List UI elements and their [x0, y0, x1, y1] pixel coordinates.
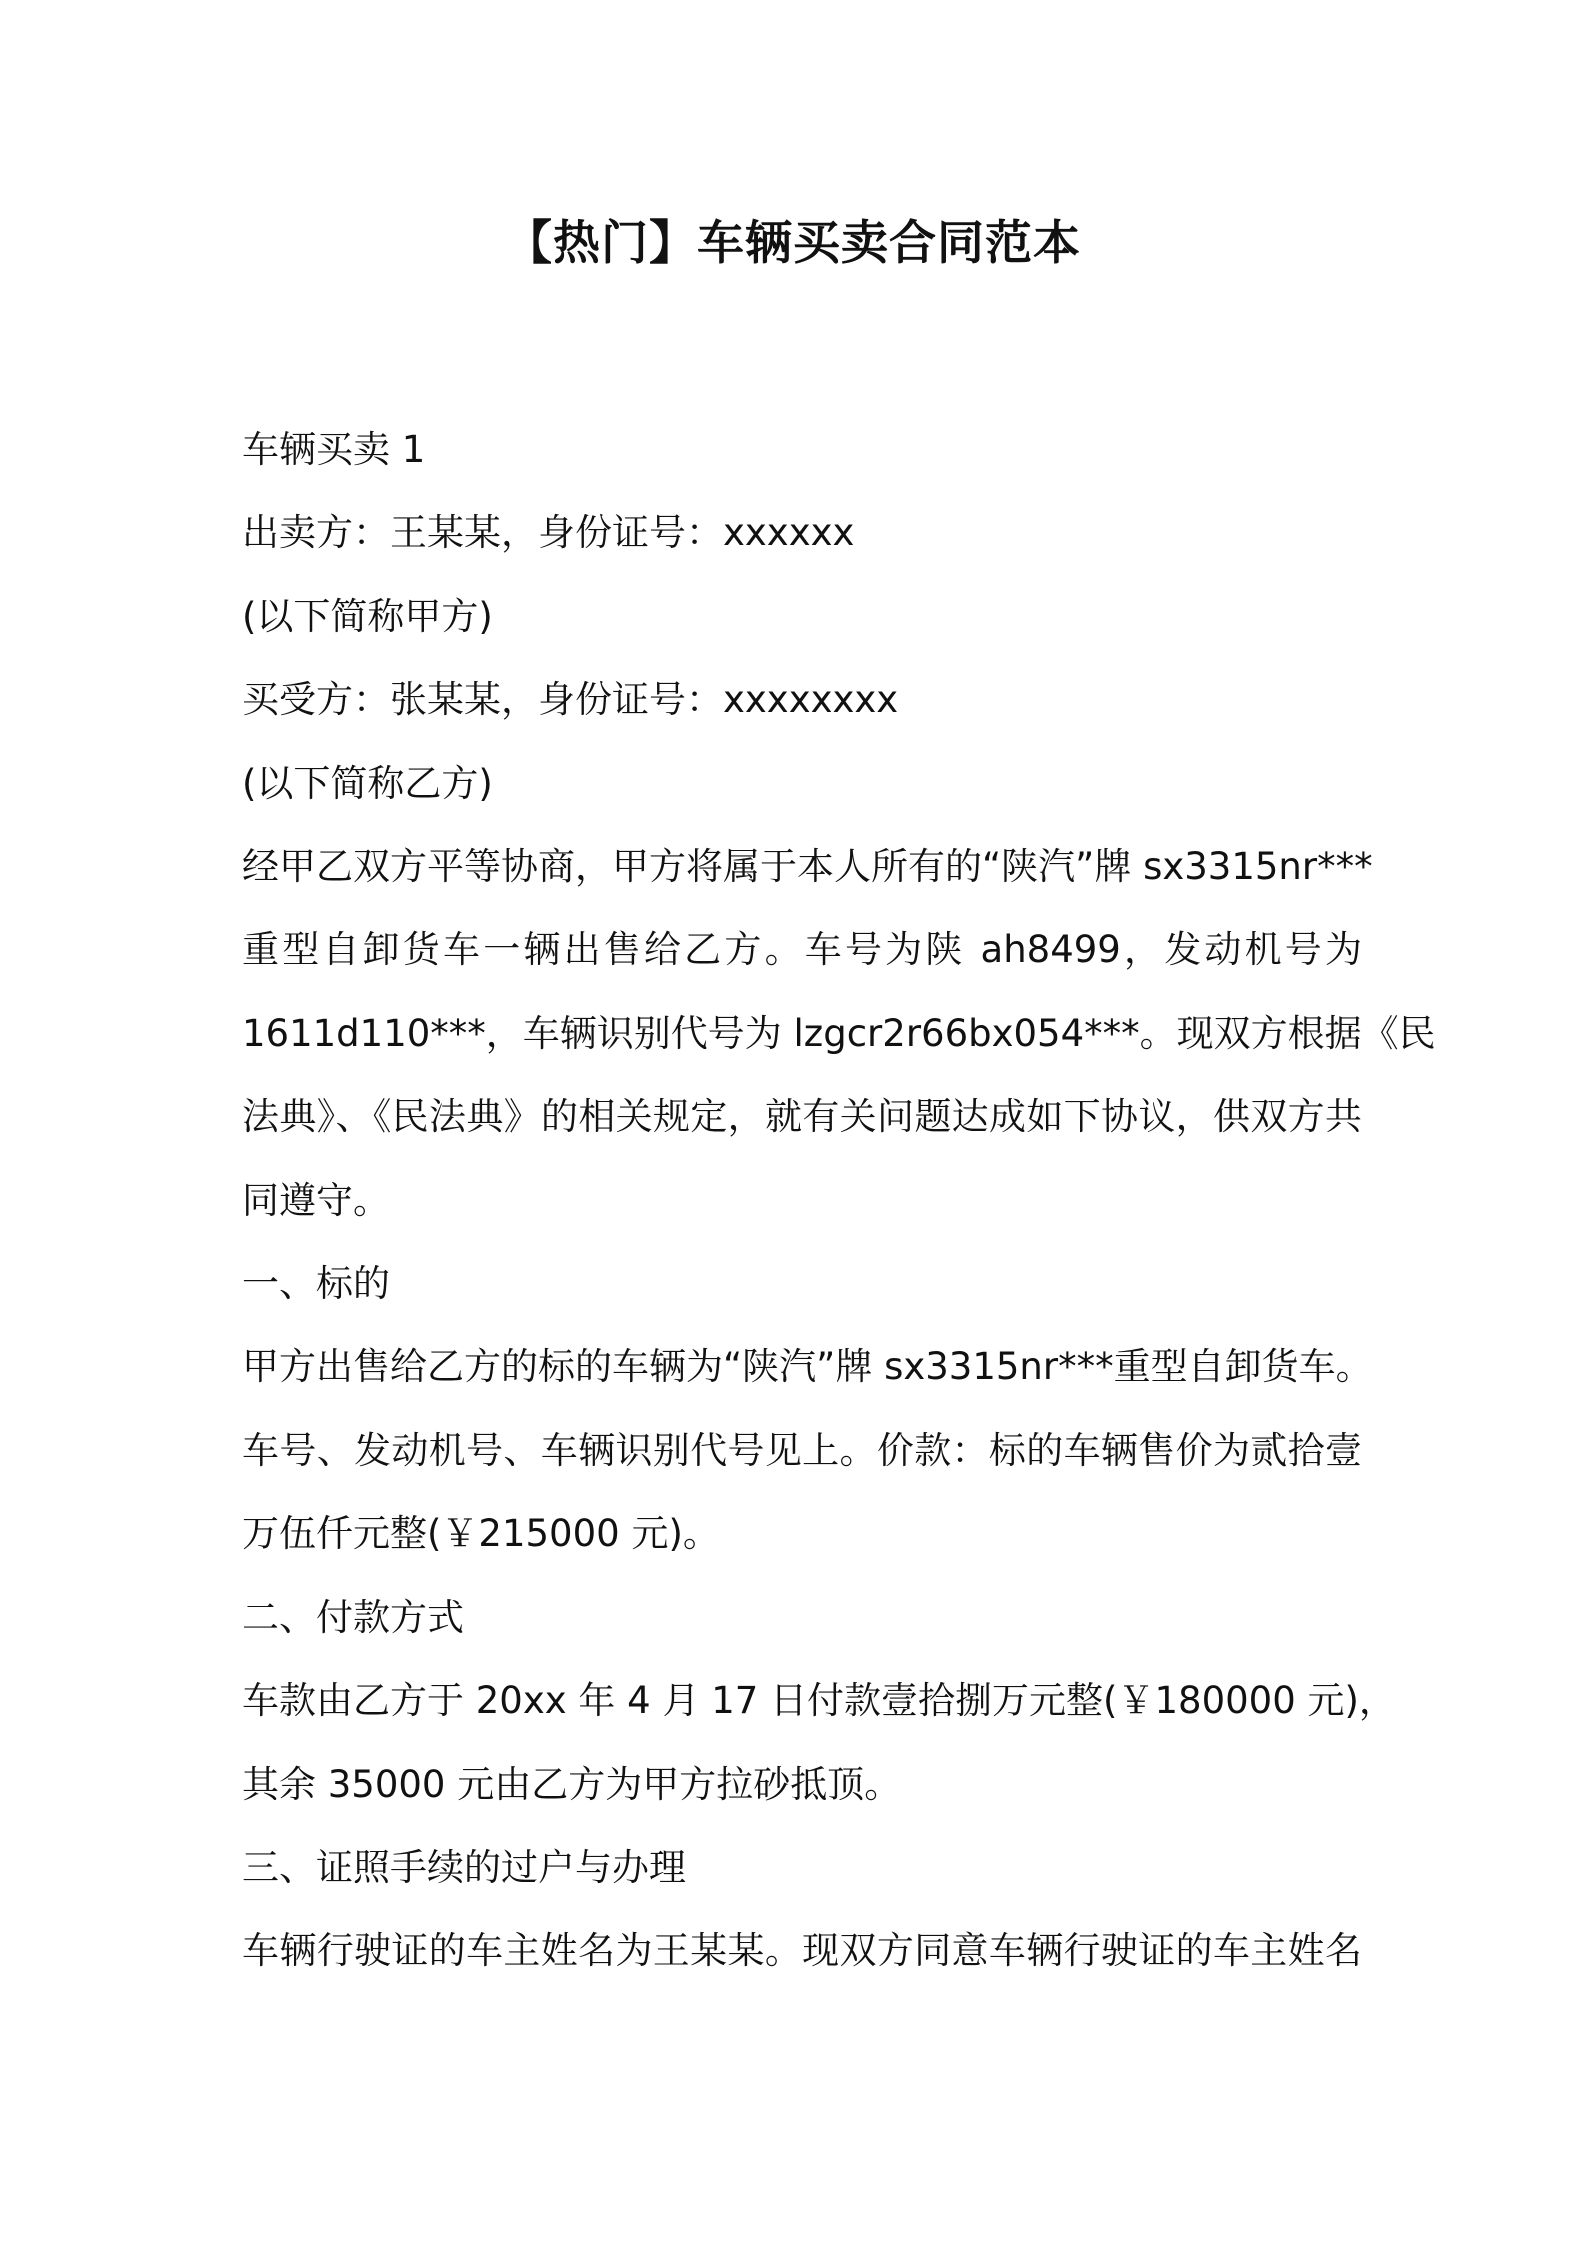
body-line: 车款由乙方于 20xx 年 4 月 17 日付款壹拾捌万元整(￥180000 元)， [242, 1679, 1396, 1723]
buyer-line: 买受方：张某某，身份证号：xxxxxxxx [242, 678, 899, 722]
body-line: 重型自卸货车一辆出售给乙方。车号为陕 ah8499，发动机号为 [242, 928, 1362, 972]
body-line: 甲方出售给乙方的标的车辆为“陕汽”牌 sx3315nr***重型自卸货车。 [242, 1345, 1373, 1389]
body-line: 1611d110***，车辆识别代号为 lzgcr2r66bx054***。现双方根据《民 [242, 1011, 1436, 1055]
seller-alias-line: (以下简称甲方) [242, 594, 493, 638]
document-title: 【热门】车辆买卖合同范本 [505, 216, 1081, 271]
buyer-alias-line: (以下简称乙方) [242, 761, 493, 805]
body-line: 法典》、《民法典》的相关规定，就有关问题达成如下协议，供双方共 [242, 1095, 1362, 1139]
document-body [242, 408, 1436, 1993]
body-line: 同遵守。 [242, 1178, 390, 1222]
body-line: 其余 35000 元由乙方为甲方拉砂抵顶。 [242, 1762, 902, 1806]
section-heading: 车辆买卖 1 [242, 428, 426, 471]
body-line: 万伍仟元整(￥215000 元)。 [242, 1512, 720, 1556]
body-line: 车辆行驶证的车主姓名为王某某。现双方同意车辆行驶证的车主姓名 [242, 1929, 1362, 1973]
clause-heading: 二、付款方式 [242, 1595, 464, 1639]
seller-line: 出卖方：王某某，身份证号：xxxxxx [242, 511, 855, 555]
clause-heading: 三、证照手续的过户与办理 [242, 1845, 686, 1889]
body-line: 车号、发动机号、车辆识别代号见上。价款：标的车辆售价为贰拾壹 [242, 1428, 1362, 1472]
body-line: 经甲乙双方平等协商，甲方将属于本人所有的“陕汽”牌 sx3315nr*** [242, 845, 1373, 889]
clause-heading: 一、标的 [242, 1262, 390, 1306]
